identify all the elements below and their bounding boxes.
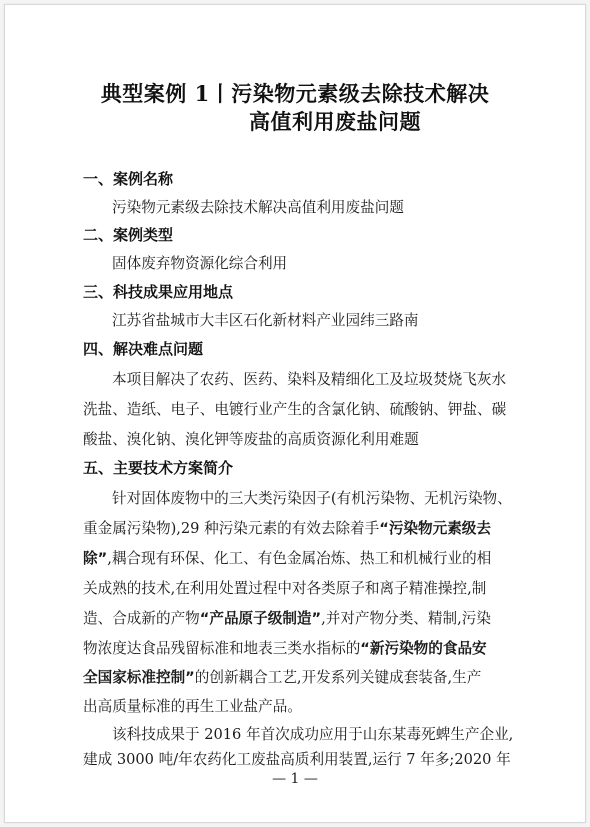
section-text-4-line-2: 洗盐、造纸、电子、电镀行业产生的含氯化钠、硫酸钠、钾盐、碳 <box>83 401 507 418</box>
tech-line-3: 除”,耦合现有环保、化工、有色金属冶炼、热工和机械行业的相 <box>83 550 492 567</box>
tech-line-4: 关成熟的技术,在利用处置过程中对各类原子和离子精准操控,制 <box>83 580 487 597</box>
section-text-3: 江苏省盐城市大丰区石化新材料产业园纬三路南 <box>112 312 419 329</box>
section-heading-5: 五、主要技术方案简介 <box>83 459 234 477</box>
section-text-1: 污染物元素级去除技术解决高值利用废盐问题 <box>112 199 404 216</box>
tech-highlight-1-end: 除” <box>83 550 108 567</box>
tech-line-6: 物浓度达食品残留标准和地表三类水指标的“新污染物的食品安 <box>83 640 487 657</box>
page-number: — 1 — <box>272 771 318 787</box>
section-heading-2: 二、案例类型 <box>83 226 174 244</box>
section-text-4-line-3: 酸盐、溴化钠、溴化钾等废盐的高质资源化利用难题 <box>83 431 419 448</box>
tech-line-7: 全国家标准控制”的创新耦合工艺,开发系列关键成套装备,生产 <box>83 669 482 686</box>
tech-highlight-2: “产品原子级制造” <box>199 610 322 627</box>
tech-highlight-3-end: 全国家标准控制” <box>83 669 195 686</box>
tech-line-5: 造、合成新的产物“产品原子级制造”,并对产物分类、精制,污染 <box>83 610 491 627</box>
section-text-4-line-1: 本项目解决了农药、医药、染料及精细化工及垃圾焚烧飞灰水 <box>112 371 507 388</box>
section-heading-4: 四、解决难点问题 <box>83 340 204 358</box>
tech-line-2: 重金属污染物),29 种污染元素的有效去除着手“污染物元素级去 <box>83 520 491 537</box>
section-heading-3: 三、科技成果应用地点 <box>83 283 234 301</box>
document-title-line-2: 高值利用废盐问题 <box>249 109 421 134</box>
section-text-2: 固体废弃物资源化综合利用 <box>112 255 288 272</box>
tech-line-10: 建成 3000 吨/年农药化工废盐高质利用装置,运行 7 年多;2020 年 <box>83 751 511 768</box>
section-heading-1: 一、案例名称 <box>83 170 174 188</box>
tech-highlight-1: “污染物元素级去 <box>379 520 491 537</box>
document-title-line-1: 典型案例 1丨污染物元素级去除技术解决 <box>100 81 490 106</box>
tech-line-8: 出高质量标准的再生工业盐产品。 <box>83 698 302 715</box>
tech-line-9: 该科技成果于 2016 年首次成功应用于山东某毒死蜱生产企业, <box>112 726 514 743</box>
document-page <box>4 4 586 823</box>
tech-highlight-3: “新污染物的食品安 <box>360 640 487 657</box>
tech-line-1: 针对固体废物中的三大类污染因子(有机污染物、无机污染物、 <box>112 490 512 507</box>
